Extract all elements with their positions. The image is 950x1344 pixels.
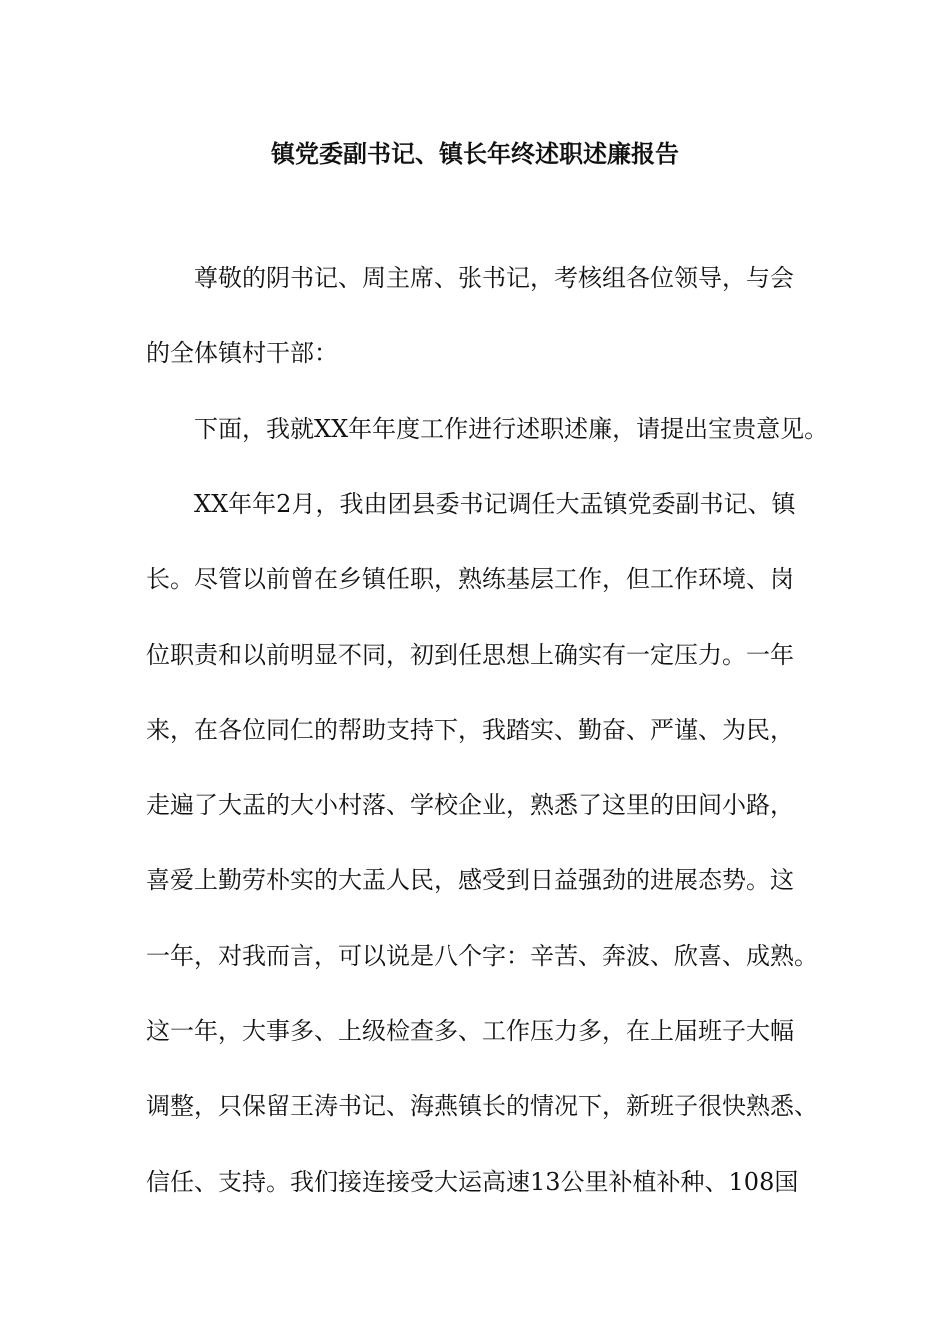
paragraph-line: 的全体镇村干部： (146, 339, 338, 367)
paragraph-line: 一年，对我而言，可以说是八个字：辛苦、奔波、欣喜、成熟。 (146, 942, 818, 970)
paragraph-line: 走遍了大盂的大小村落、学校企业，熟悉了这里的田间小路， (146, 791, 794, 819)
paragraph-line: XX年年2月，我由团县委书记调任大盂镇党委副书记、镇 (194, 490, 796, 518)
paragraph-line: 来，在各位同仁的帮助支持下，我踏实、勤奋、严谨、为民， (146, 716, 794, 744)
paragraph-line: 这一年，大事多、上级检查多、工作压力多，在上届班子大幅 (146, 1017, 794, 1045)
paragraph-line: 位职责和以前明显不同，初到任思想上确实有一定压力。一年 (146, 641, 794, 669)
paragraph-line: 下面，我就XX年年度工作进行述职述廉，请提出宝贵意见。 (194, 415, 829, 443)
paragraph-line: 喜爱上勤劳朴实的大盂人民，感受到日益强劲的进展态势。这 (146, 866, 794, 894)
paragraph-line: 尊敬的阴书记、周主席、张书记，考核组各位领导，与会 (194, 264, 794, 292)
paragraph-line: 长。尽管以前曾在乡镇任职，熟练基层工作，但工作环境、岗 (146, 565, 794, 593)
paragraph-line: 调整，只保留王涛书记、海燕镇长的情况下，新班子很快熟悉、 (146, 1092, 818, 1120)
paragraph-line: 信任、支持。我们接连接受大运高速13公里补植补种、108国 (146, 1168, 799, 1196)
document-title: 镇党委副书记、镇长年终述职述廉报告 (271, 139, 679, 168)
